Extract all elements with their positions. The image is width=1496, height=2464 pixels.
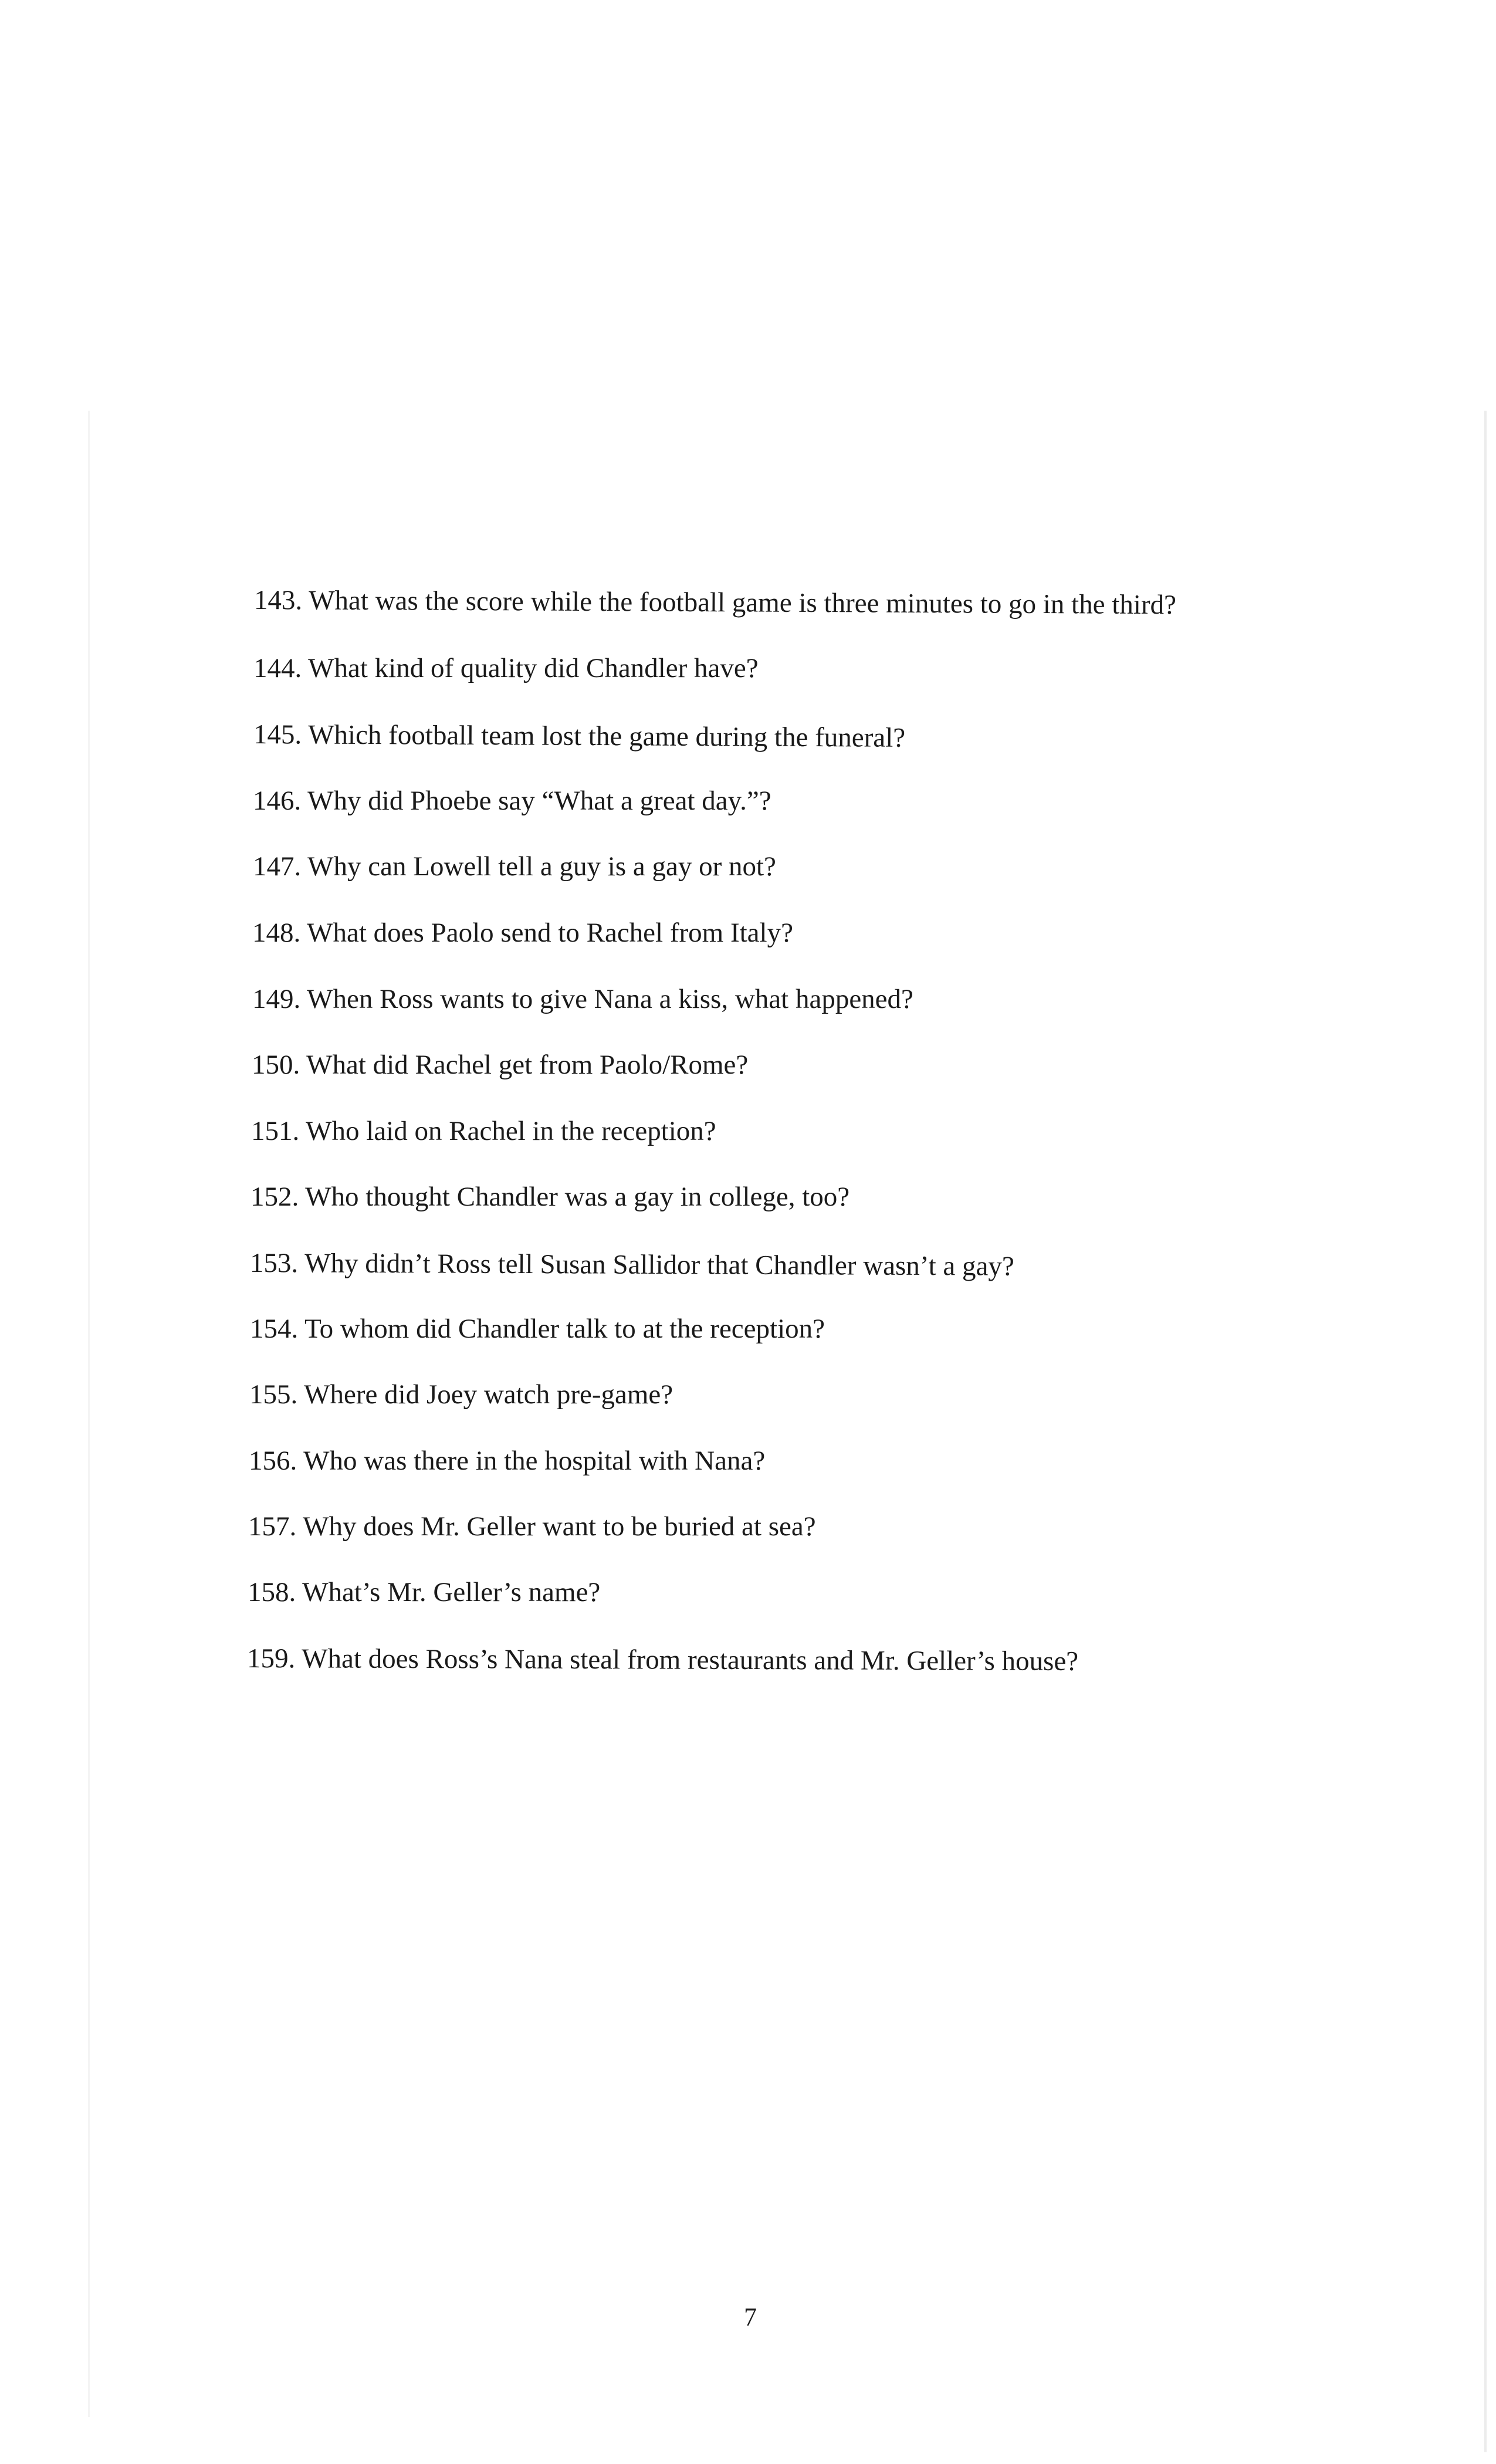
question-text: What kind of quality did Chandler have? [308, 653, 759, 683]
question-text: Who thought Chandler was a gay in college, too? [305, 1182, 850, 1212]
question-number: 159. [246, 1643, 296, 1674]
question-number: 146. [253, 786, 302, 816]
question-number: 155. [249, 1379, 298, 1410]
question-text: What did Rachel get from Paolo/Rome? [306, 1050, 749, 1080]
question-number: 153. [249, 1248, 299, 1279]
question-number: 145. [253, 719, 302, 750]
question-item [253, 718, 905, 754]
question-item [252, 916, 793, 949]
question-number: 143. [253, 585, 303, 616]
question-number: 152. [251, 1182, 299, 1212]
question-text: Why can Lowell tell a guy is a gay or not? [307, 851, 776, 882]
page-number: 7 [744, 2303, 757, 2331]
question-item [253, 652, 759, 685]
question-text: To whom did Chandler talk to at the reception? [304, 1314, 825, 1344]
question-item [251, 1180, 849, 1213]
question-item [253, 850, 776, 883]
question-number: 144. [253, 653, 302, 683]
question-text: What does Paolo send to Rachel from Italy? [307, 918, 793, 948]
question-item [252, 1048, 748, 1081]
question-number: 154. [250, 1314, 299, 1344]
question-text: What does Ross’s Nana steal from restaurants and Mr. Geller’s house? [302, 1643, 1079, 1677]
question-item [248, 1510, 816, 1543]
question-text: What was the score while the football game is three minutes to go in the third? [309, 585, 1177, 621]
question-text: Where did Joey watch pre-game? [304, 1379, 673, 1410]
question-text: Why does Mr. Geller want to be buried at sea? [303, 1511, 816, 1542]
question-item [247, 1642, 1078, 1678]
question-number: 158. [248, 1577, 296, 1607]
question-number: 148. [252, 918, 301, 948]
question-number: 156. [249, 1446, 297, 1476]
question-item [252, 983, 913, 1016]
question-item [250, 1312, 825, 1345]
question-item [253, 784, 771, 817]
question-number: 150. [252, 1050, 300, 1080]
question-text: Why didn’t Ross tell Susan Sallidor that Chandler wasn’t a gay? [304, 1248, 1014, 1282]
question-item [251, 1115, 716, 1148]
question-item [248, 1576, 600, 1609]
question-number: 151. [251, 1116, 300, 1146]
question-number: 157. [248, 1511, 297, 1542]
question-text: Why did Phoebe say “What a great day.”? [307, 786, 771, 816]
question-text: Who laid on Rachel in the reception? [306, 1116, 716, 1146]
question-item [249, 1378, 673, 1411]
question-item [249, 1444, 765, 1477]
question-text: When Ross wants to give Nana a kiss, what happened? [307, 984, 913, 1014]
question-text: What’s Mr. Geller’s name? [302, 1577, 601, 1607]
question-item [250, 1247, 1014, 1283]
question-text: Who was there in the hospital with Nana? [303, 1446, 766, 1476]
question-number: 147. [253, 851, 302, 882]
question-text: Which football team lost the game during the funeral? [308, 719, 906, 753]
question-item [254, 584, 1176, 621]
question-number: 149. [252, 984, 301, 1014]
